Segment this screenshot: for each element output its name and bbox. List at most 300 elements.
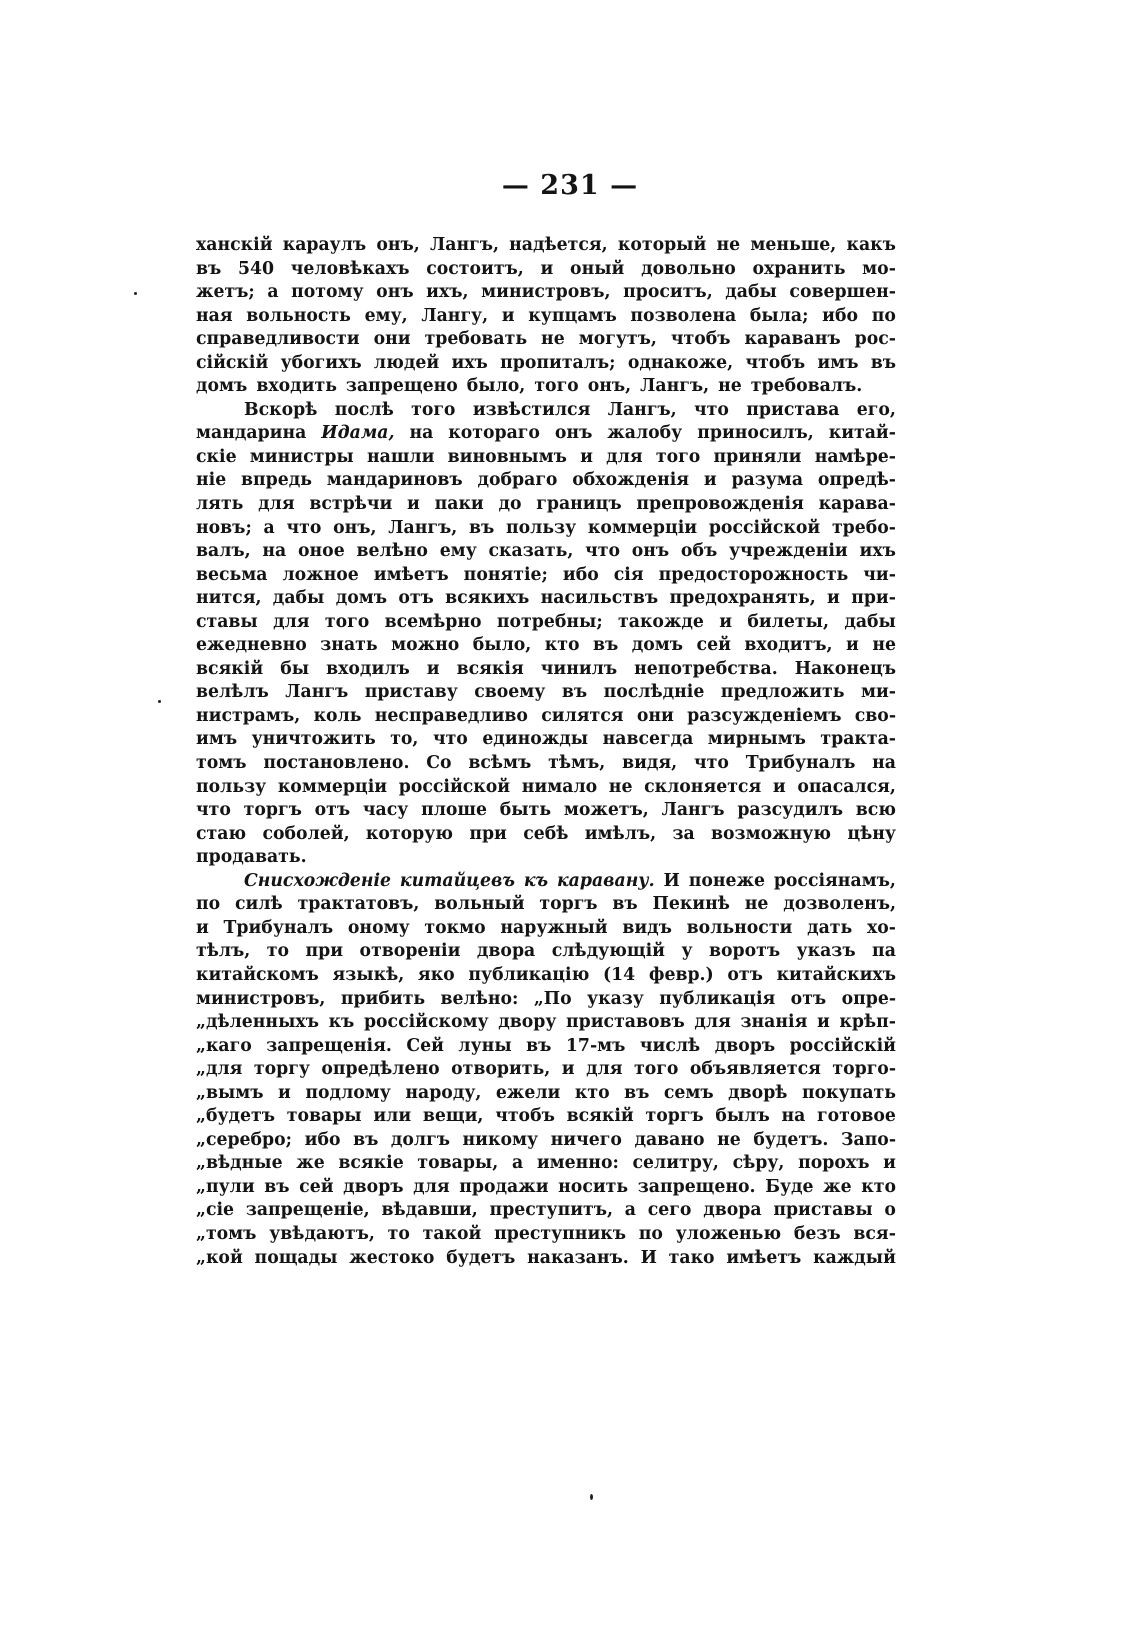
word: Запо- <box>840 1129 896 1150</box>
word: Пекинѣ <box>652 894 730 915</box>
word: при- <box>851 588 896 609</box>
word: прибить <box>340 988 426 1009</box>
word: слѣдующій <box>551 941 665 962</box>
text-line <box>196 1105 896 1129</box>
text-line <box>196 776 896 800</box>
word: послѣдніе <box>603 682 705 703</box>
word: Со <box>426 753 452 774</box>
word: то <box>266 941 290 962</box>
word: отвореніи <box>359 941 461 962</box>
word: и <box>426 658 440 679</box>
word: разсудилъ <box>737 800 843 821</box>
word: россійской <box>398 776 511 797</box>
word: не <box>744 894 769 915</box>
word: и <box>816 1012 830 1033</box>
word: Идама, <box>321 423 395 444</box>
word: и <box>772 776 786 797</box>
word: въ <box>870 352 896 373</box>
word: покупать <box>801 1082 896 1103</box>
word: что <box>694 753 729 774</box>
word: 540 <box>237 258 275 279</box>
word: видя, <box>622 753 678 774</box>
word: проситъ, <box>623 282 713 303</box>
text-line <box>196 823 896 847</box>
text-line <box>196 870 896 894</box>
word: жалобу <box>607 423 683 444</box>
text-line <box>196 681 896 705</box>
text-line <box>196 587 896 611</box>
word: при <box>469 823 507 844</box>
text-line <box>196 493 896 517</box>
word: языкѣ, <box>332 964 405 985</box>
word: о <box>884 1200 896 1221</box>
word: для <box>586 1059 623 1080</box>
word: наказанъ. <box>527 1247 629 1268</box>
word: Лангъ, <box>388 517 458 538</box>
word: въ <box>561 682 588 703</box>
word: безъ <box>793 1223 841 1244</box>
word: себѣ <box>523 823 569 844</box>
word: несправедливо <box>374 705 528 726</box>
word: приносилъ, <box>697 423 814 444</box>
word: предохранять, <box>669 588 816 609</box>
word: какъ <box>846 235 896 255</box>
word: а <box>263 517 275 538</box>
word: дворъ <box>714 1035 776 1056</box>
word: бы <box>280 658 310 679</box>
word: велѣно <box>356 541 428 562</box>
word: препровожденія <box>636 494 804 515</box>
word: и <box>883 1153 896 1174</box>
word: россійскій <box>789 1035 896 1056</box>
word: входить <box>256 376 337 397</box>
word: было, <box>466 376 526 397</box>
word: и <box>278 1082 291 1103</box>
word: навсегда <box>602 729 694 750</box>
word: онъ <box>554 423 593 444</box>
word: билеты, <box>747 611 829 632</box>
word: ми- <box>860 682 896 703</box>
word: дворъ <box>343 1176 404 1197</box>
word: публикація <box>659 988 776 1009</box>
word: до <box>498 494 522 515</box>
word: отъ <box>398 588 434 609</box>
word: „серебро; <box>196 1129 293 1150</box>
word: луны <box>458 1035 512 1056</box>
word: преступникъ <box>494 1223 627 1244</box>
word: нистрамъ, <box>196 705 301 726</box>
scan-speck <box>590 1494 593 1500</box>
word: тако <box>668 1247 715 1268</box>
word: ежели <box>495 1082 561 1103</box>
text-line <box>196 940 896 964</box>
text-line <box>196 705 896 729</box>
word: пользу <box>505 517 577 538</box>
word: россіянамъ, <box>773 870 896 891</box>
word: къ <box>328 1012 355 1033</box>
text-line <box>196 281 896 305</box>
word: онъ, <box>376 235 420 255</box>
word: на <box>781 1106 806 1127</box>
word: Трибуналъ <box>223 917 334 938</box>
word: мирнымъ <box>707 729 806 750</box>
word: запрещено <box>345 376 458 397</box>
word: домъ <box>196 376 248 397</box>
word: жетъ; <box>196 282 255 303</box>
word: добраго <box>477 470 558 491</box>
word: томъ <box>196 753 247 774</box>
word: сійскій <box>196 352 269 373</box>
word: торгъ <box>645 1106 704 1127</box>
word: по <box>196 894 221 915</box>
word: 17-мъ <box>565 1035 626 1056</box>
word: наружный <box>500 917 608 938</box>
word: что <box>286 517 322 538</box>
word: уложенью <box>675 1223 782 1244</box>
text-line <box>196 1176 896 1200</box>
word: крѣп- <box>839 1012 896 1033</box>
word: а <box>624 1200 636 1221</box>
word: насильствъ <box>540 588 659 609</box>
word: ставы <box>196 611 258 632</box>
word: могутъ, <box>578 329 657 350</box>
word: торгу <box>253 1059 310 1080</box>
word: ніе <box>196 470 227 491</box>
word: „пули <box>196 1176 255 1197</box>
word: вольность <box>246 305 351 326</box>
word: вся- <box>853 1223 896 1244</box>
word: „для <box>196 1059 243 1080</box>
word: мандариновъ <box>326 470 463 491</box>
word: Лангъ <box>285 682 349 703</box>
word: по <box>638 1223 663 1244</box>
word: ханскій <box>196 235 273 255</box>
word: велѣлъ <box>196 682 269 703</box>
word: коль <box>313 705 362 726</box>
word: Лангу, <box>421 305 489 326</box>
word: что <box>432 729 468 750</box>
word: былъ <box>715 1106 770 1127</box>
word: по <box>871 305 896 326</box>
word: ему, <box>364 305 408 326</box>
word: уничтожить <box>251 729 376 750</box>
word: онъ, <box>587 376 632 397</box>
word: и <box>501 305 515 326</box>
word: министры <box>249 446 354 467</box>
word: домъ <box>631 635 684 656</box>
word: потому <box>291 282 364 303</box>
word: довольно <box>641 258 736 279</box>
word: намѣре- <box>814 446 896 467</box>
word: всякій <box>566 1106 634 1127</box>
word: дабы <box>844 611 896 632</box>
word: двора <box>476 941 536 962</box>
word: увѣдаютъ, <box>269 1223 375 1244</box>
word: на <box>262 541 287 562</box>
word: то <box>387 1223 410 1244</box>
word: у <box>681 941 693 962</box>
word: отворить, <box>451 1059 551 1080</box>
word: оный <box>570 258 625 279</box>
word: что <box>585 541 621 562</box>
word: ежедневно <box>196 635 307 656</box>
word: совершен- <box>789 282 896 303</box>
word: видъ <box>622 917 672 938</box>
text-line <box>196 1082 896 1106</box>
word: запрещено. <box>637 1176 756 1197</box>
word: двора <box>703 1200 762 1221</box>
word: на <box>872 753 896 774</box>
word: всю <box>855 800 896 821</box>
text-line <box>196 752 896 776</box>
word: не <box>872 635 896 656</box>
text-line <box>196 422 896 446</box>
word: „томъ <box>196 1223 257 1244</box>
word: сѣру, <box>732 1153 785 1174</box>
word: требовать <box>424 329 528 350</box>
word: Сей <box>406 1035 444 1056</box>
word: россійскому <box>363 1012 489 1033</box>
word: носить <box>558 1176 629 1197</box>
text-line <box>196 728 896 752</box>
word: дозволенъ, <box>783 894 896 915</box>
word: министровъ, <box>481 282 611 303</box>
word: онъ, <box>333 517 377 538</box>
text-line <box>196 799 896 823</box>
word: для <box>413 1176 450 1197</box>
word: они <box>636 705 674 726</box>
text-line <box>196 1011 896 1035</box>
word: рос- <box>854 329 896 350</box>
scan-speck <box>158 700 161 703</box>
word: всемѣрно <box>384 611 482 632</box>
word: для <box>273 611 310 632</box>
text-line <box>196 988 896 1012</box>
word: силѣ <box>235 894 283 915</box>
word: и <box>703 470 717 491</box>
word: И <box>640 1247 657 1268</box>
body-text <box>196 234 896 1270</box>
word: въ <box>612 894 638 915</box>
word: такой <box>422 1223 482 1244</box>
word: людей <box>373 352 440 373</box>
word: послѣ <box>334 399 394 420</box>
word: китай- <box>828 423 896 444</box>
text-line <box>196 1247 896 1271</box>
word: скіе <box>196 446 237 467</box>
word: чтобъ <box>670 329 731 350</box>
word: знанія <box>740 1012 808 1033</box>
word: долгъ <box>390 1129 450 1150</box>
word: приставовъ <box>566 1012 685 1033</box>
word: котораго <box>448 423 540 444</box>
word: ихъ <box>451 352 488 373</box>
text-line <box>196 446 896 470</box>
word: мо- <box>862 258 896 279</box>
word: вольности <box>686 917 793 938</box>
word: валъ, <box>196 541 251 562</box>
word: ему <box>439 541 477 562</box>
word: сказать, <box>488 541 574 562</box>
word: пристава <box>746 399 840 420</box>
word: вольный <box>434 894 525 915</box>
word: разсужденіемъ <box>687 705 842 726</box>
word: для <box>606 446 643 467</box>
word: всякихъ <box>445 588 530 609</box>
word: учрежденіи <box>728 541 848 562</box>
word: продавать. <box>196 847 307 868</box>
word: будетъ <box>446 1247 516 1268</box>
word: ихъ, <box>426 282 469 303</box>
word: порохъ <box>798 1153 870 1174</box>
word: и <box>580 446 593 467</box>
word: а <box>267 282 279 303</box>
word: запрещеніе, <box>245 1200 370 1221</box>
word: „сіе <box>196 1200 235 1221</box>
word: „будетъ <box>196 1106 276 1127</box>
word: что <box>196 800 231 821</box>
word: жестоко <box>349 1247 435 1268</box>
word: предложить <box>720 682 845 703</box>
word: можетъ, <box>563 800 649 821</box>
word: убогихъ <box>280 352 362 373</box>
word: меньше, <box>750 235 837 255</box>
text-line <box>196 258 896 282</box>
word: непотребства. <box>634 658 778 679</box>
word: каравану. <box>556 870 655 891</box>
word: дать <box>807 917 853 938</box>
word: пропиталъ; <box>500 352 616 373</box>
text-line <box>196 1035 896 1059</box>
word: требовалъ. <box>750 376 863 397</box>
word: надѣется, <box>509 235 608 255</box>
word: того <box>324 611 370 632</box>
word: и <box>827 588 840 609</box>
word: указъ <box>796 941 856 962</box>
word: потребны; <box>496 611 603 632</box>
word: сей <box>299 1176 334 1197</box>
word: въ <box>624 1082 650 1103</box>
word: часу <box>362 800 409 821</box>
word: подлому <box>305 1082 391 1103</box>
word: карава- <box>818 494 896 515</box>
word: нится, <box>196 588 262 609</box>
word: нимало <box>521 776 598 797</box>
text-line <box>196 375 896 399</box>
word: ибо <box>822 305 859 326</box>
text-line <box>196 328 896 352</box>
word: преступитъ, <box>489 1200 614 1221</box>
word: вѣдавши, <box>381 1200 478 1221</box>
word: февр.) <box>648 964 714 985</box>
word: и <box>540 258 554 279</box>
word: впредь <box>241 470 312 491</box>
word: кто <box>861 1176 896 1197</box>
word: отъ <box>314 800 351 821</box>
word: такожде <box>618 611 704 632</box>
word: или <box>373 1106 412 1127</box>
word: дабы <box>725 282 777 303</box>
word: опре- <box>841 988 896 1009</box>
word: караванъ <box>744 329 841 350</box>
word: объ <box>680 541 718 562</box>
word: давано <box>634 1129 705 1150</box>
word: онъ <box>631 541 670 562</box>
text-line <box>196 1129 896 1153</box>
word: возможную <box>711 823 831 844</box>
word: оному <box>347 917 410 938</box>
word: „По <box>533 988 572 1009</box>
word: хо- <box>866 917 896 938</box>
text-line <box>196 517 896 541</box>
word: при <box>305 941 344 962</box>
word: же <box>296 1153 325 1174</box>
word: же <box>823 1176 852 1197</box>
word: кто <box>544 635 580 656</box>
word: „дѣленныхъ <box>196 1012 319 1033</box>
word: не <box>716 235 741 255</box>
word: Лангъ <box>661 800 725 821</box>
word: числѣ <box>639 1035 701 1056</box>
word: семъ <box>663 1082 714 1103</box>
text-line <box>196 917 896 941</box>
word: имъ <box>817 352 859 373</box>
word: лять <box>196 494 244 515</box>
text-line <box>196 846 896 870</box>
word: кто <box>574 1082 610 1103</box>
word: который <box>617 235 707 255</box>
word: дворѣ <box>728 1082 788 1103</box>
text-line <box>196 564 896 588</box>
word: опасался, <box>797 776 896 797</box>
word: приняли <box>713 446 802 467</box>
word: продажи <box>459 1176 549 1197</box>
text-line <box>196 964 896 988</box>
word: вещи, <box>422 1106 484 1127</box>
word: однакоже, <box>627 352 734 373</box>
word: имѣетъ <box>373 564 449 585</box>
word: караулъ <box>282 235 367 255</box>
text-line <box>196 399 896 423</box>
scan-speck <box>134 292 137 295</box>
word: для <box>694 1012 731 1033</box>
word: силятся <box>541 705 624 726</box>
word: и <box>196 917 209 938</box>
word: двору <box>498 1012 557 1033</box>
word: предосторожность <box>658 564 849 585</box>
word: готовое <box>817 1106 896 1127</box>
word: его, <box>856 399 896 420</box>
word: входитъ, <box>744 635 833 656</box>
word: цѣну <box>847 823 896 844</box>
word: онъ <box>376 282 414 303</box>
word: Буде <box>765 1176 814 1197</box>
word: Снисхожденіе <box>244 870 392 891</box>
word: весьма <box>196 564 268 585</box>
word: ихъ <box>859 541 896 562</box>
word: сво- <box>854 705 896 726</box>
word: ложное <box>282 564 359 585</box>
word: отъ <box>790 988 827 1009</box>
word: „каго <box>196 1035 252 1056</box>
word: въ <box>468 517 495 538</box>
text-line <box>196 893 896 917</box>
word: „вѣдные <box>196 1153 283 1174</box>
word: всякіе <box>338 1153 404 1174</box>
word: Трибуналъ <box>745 753 856 774</box>
text-line <box>196 352 896 376</box>
text-line <box>196 1223 896 1247</box>
